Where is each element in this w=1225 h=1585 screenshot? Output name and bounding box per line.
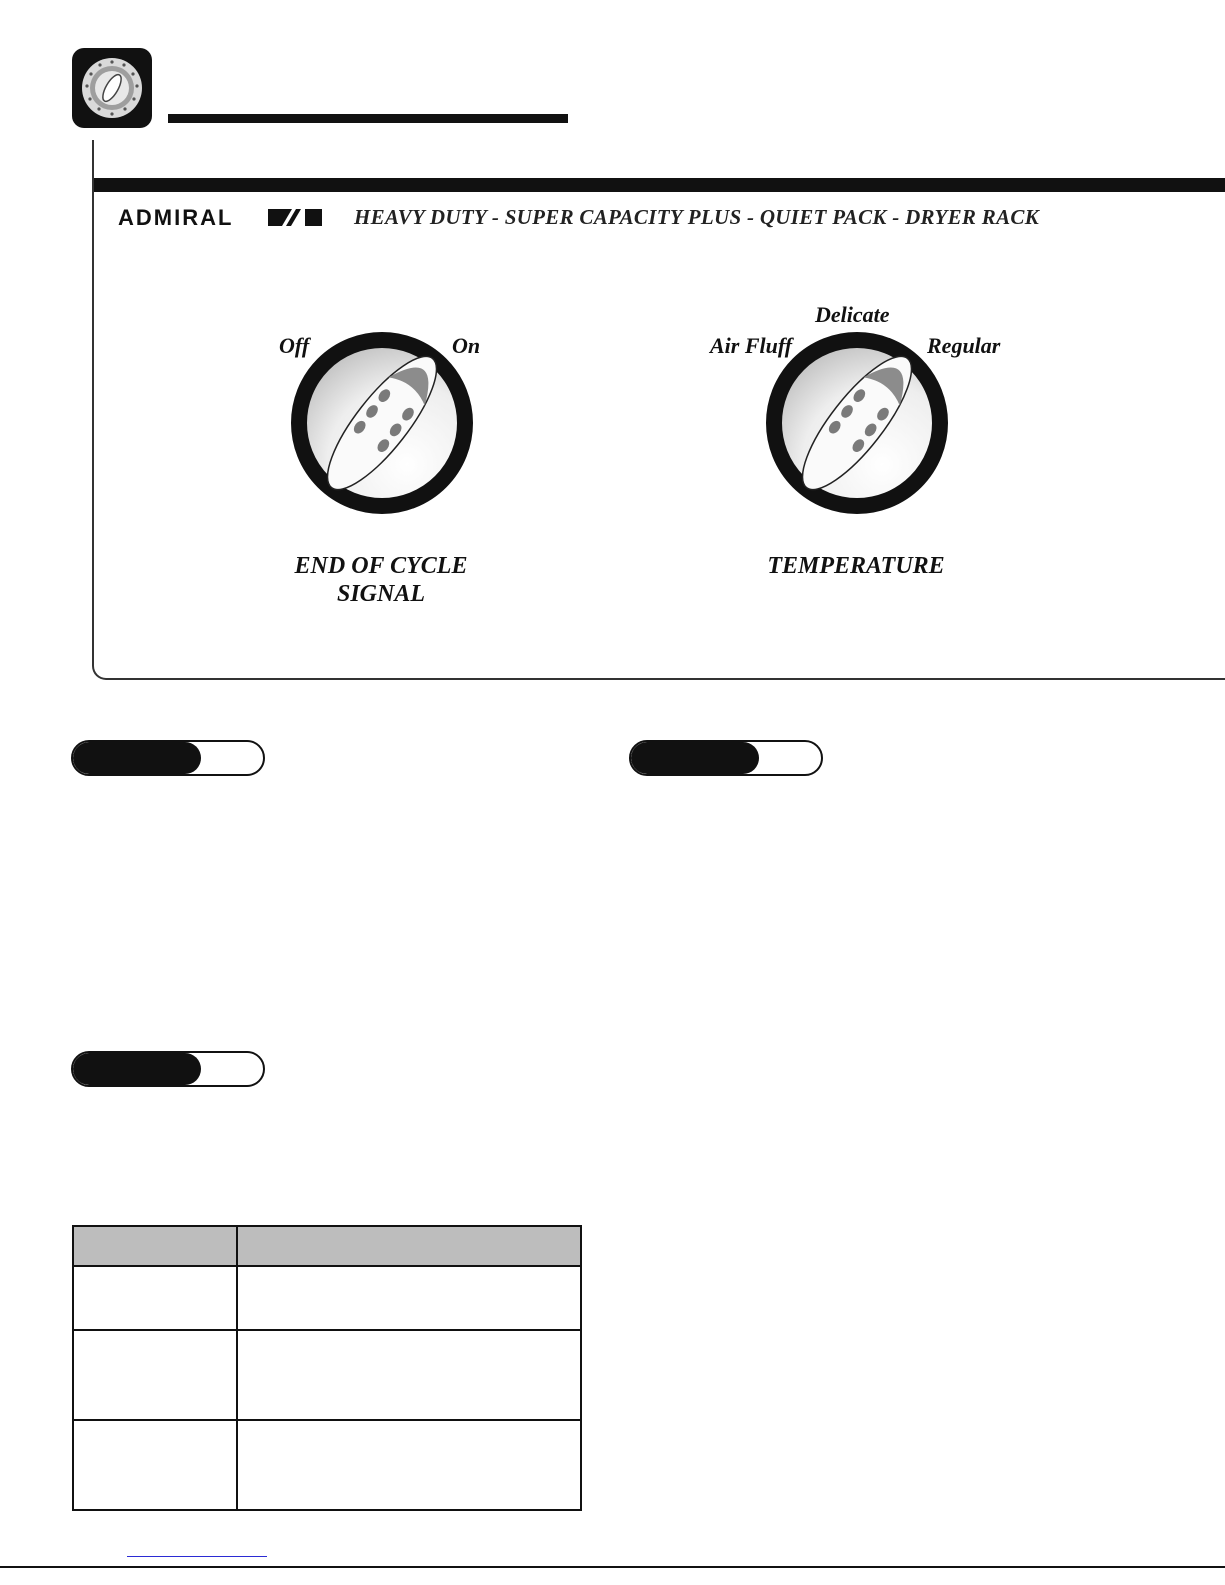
- section-tab-3: [71, 1051, 265, 1087]
- table-cell: [237, 1420, 581, 1510]
- temperature-knob[interactable]: [762, 328, 952, 518]
- footer-link[interactable]: [127, 1556, 267, 1557]
- dial-icon: [72, 48, 152, 128]
- model-line: HEAVY DUTY - SUPER CAPACITY PLUS - QUIET PACK - DRYER RACK: [354, 205, 1040, 229]
- signal-dial-title: [251, 552, 511, 608]
- table-row: [73, 1330, 581, 1420]
- table-row: [73, 1266, 581, 1330]
- end-of-cycle-signal-knob[interactable]: [287, 328, 477, 518]
- admiral-logo: [118, 204, 328, 235]
- section-tab-2: [629, 740, 823, 776]
- signal-title-line1: END OF CYCLE: [294, 553, 468, 579]
- table-header-cell: [237, 1226, 581, 1266]
- signal-option-off: Off: [279, 333, 310, 358]
- table-header-cell: [73, 1226, 237, 1266]
- table-row: [73, 1420, 581, 1510]
- info-table: [72, 1225, 582, 1511]
- temp-option-air-fluff: Air Fluff: [710, 333, 793, 358]
- temperature-dial-title: TEMPERATURE: [767, 553, 945, 579]
- section-tab-2-fill: [631, 742, 759, 774]
- control-panel-top-bar: [94, 178, 1225, 192]
- temp-option-regular: Regular: [927, 333, 1001, 358]
- table-cell: [237, 1330, 581, 1420]
- temp-option-delicate: Delicate: [815, 302, 890, 327]
- section-tab-3-fill: [73, 1053, 201, 1085]
- footer-rule: [0, 1566, 1225, 1568]
- table-cell: [73, 1266, 237, 1330]
- table-header-row: [73, 1226, 581, 1266]
- table-cell: [73, 1330, 237, 1420]
- brand-name: ADMIRAL: [118, 205, 234, 230]
- section-tab-1: [71, 740, 265, 776]
- table-cell: [73, 1420, 237, 1510]
- signal-title-line2: SIGNAL: [336, 581, 426, 607]
- table-cell: [237, 1266, 581, 1330]
- section-tab-1-fill: [73, 742, 201, 774]
- section-title-rule: [168, 114, 568, 123]
- signal-option-on: On: [452, 333, 481, 358]
